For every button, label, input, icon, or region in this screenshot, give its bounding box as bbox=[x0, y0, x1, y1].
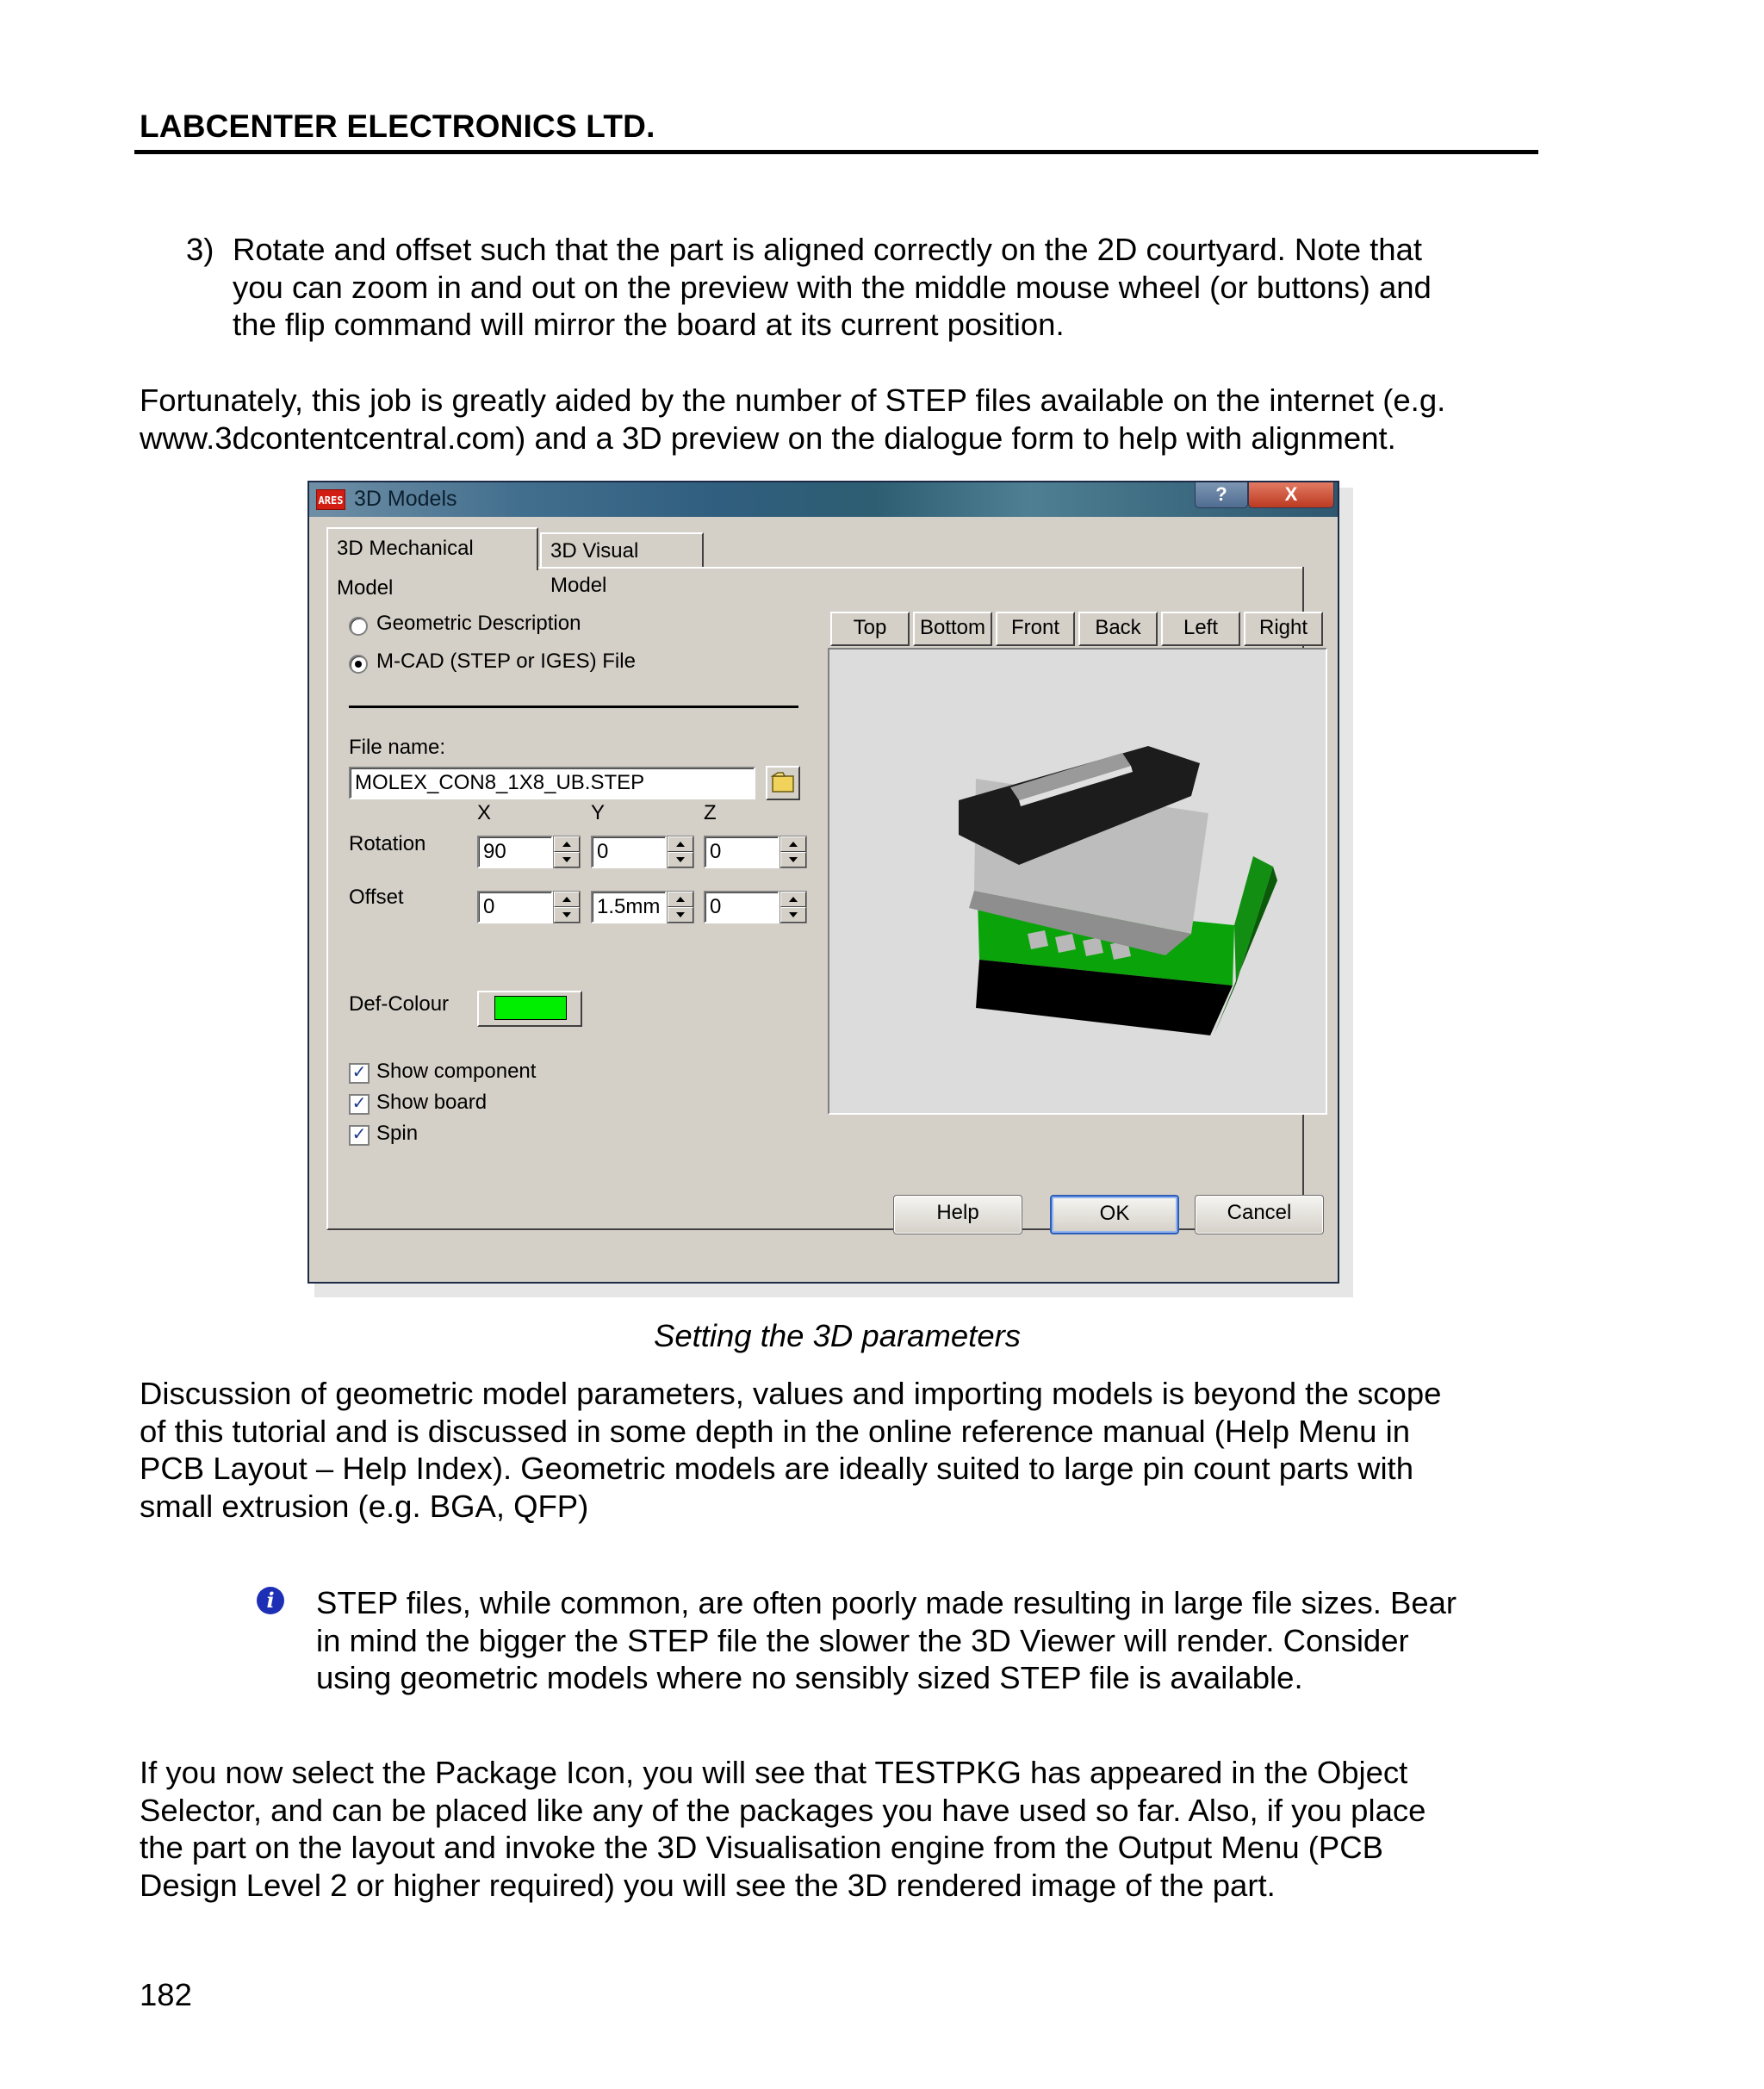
step-line: Rotate and offset such that the part is aligned correctly on the 2D courtyard. Note that bbox=[233, 232, 1423, 267]
axis-x-label: X bbox=[477, 801, 492, 824]
rotation-z-spinner[interactable] bbox=[780, 836, 807, 868]
close-button[interactable]: X bbox=[1248, 482, 1334, 508]
rotation-y-input[interactable]: 0 bbox=[591, 836, 667, 868]
3d-preview-viewport[interactable] bbox=[828, 648, 1327, 1115]
axis-z-label: Z bbox=[704, 801, 717, 824]
paragraph-package-icon bbox=[140, 1754, 1552, 1904]
view-right-button[interactable]: Right bbox=[1244, 612, 1323, 646]
folder-icon bbox=[767, 768, 798, 799]
colour-swatch bbox=[494, 996, 567, 1020]
offset-x-spinner[interactable] bbox=[553, 891, 581, 923]
dialog-titlebar[interactable] bbox=[309, 482, 1338, 517]
paragraph-line: Discussion of geometric model parameters, values and importing models is beyond the scope bbox=[140, 1376, 1442, 1411]
paragraph-line: of this tutorial and is discussed in some depth in the online reference manual (Help Menu in bbox=[140, 1413, 1411, 1449]
note-line: in mind the bigger the STEP file the slower the 3D Viewer will render. Consider bbox=[316, 1622, 1409, 1658]
offset-x-input[interactable]: 0 bbox=[477, 891, 553, 923]
note-text bbox=[316, 1584, 1556, 1697]
paragraph-line: small extrusion (e.g. BGA, QFP) bbox=[140, 1488, 589, 1524]
ok-button[interactable]: OK bbox=[1050, 1195, 1179, 1234]
paragraph-line: www.3dcontentcentral.com) and a 3D preview on the dialogue form to help with alignment. bbox=[140, 420, 1396, 456]
radio-mcad-label: M-CAD (STEP or IGES) File bbox=[376, 650, 636, 673]
note-line: using geometric models where no sensibly sized STEP file is available. bbox=[316, 1660, 1303, 1696]
spin-label: Spin bbox=[376, 1122, 419, 1145]
spin-checkbox[interactable]: ✓ bbox=[349, 1125, 370, 1146]
rotation-x-spinner[interactable] bbox=[553, 836, 581, 868]
view-front-button[interactable]: Front bbox=[996, 612, 1075, 646]
show-board-checkbox[interactable]: ✓ bbox=[349, 1094, 370, 1115]
header-rule bbox=[134, 150, 1538, 154]
help-titlebar-button[interactable]: ? bbox=[1195, 482, 1248, 508]
rotation-z-input[interactable]: 0 bbox=[704, 836, 780, 868]
radio-selected-dot bbox=[355, 661, 362, 668]
paragraph-line: the part on the layout and invoke the 3D Visualisation engine from the Output Menu (PCB bbox=[140, 1830, 1383, 1866]
offset-z-input[interactable]: 0 bbox=[704, 891, 780, 923]
offset-label: Offset bbox=[349, 886, 404, 909]
ares-app-icon: ARES bbox=[316, 489, 345, 510]
offset-y-input[interactable]: 1.5mm bbox=[591, 891, 667, 923]
file-name-input[interactable]: MOLEX_CON8_1X8_UB.STEP bbox=[349, 767, 755, 799]
rotation-y-spinner[interactable] bbox=[667, 836, 694, 868]
file-name-label: File name: bbox=[349, 736, 446, 759]
connector-3d-model-image bbox=[829, 650, 1326, 1113]
offset-z-spinner[interactable] bbox=[780, 891, 807, 923]
radio-mcad-file[interactable] bbox=[349, 655, 368, 674]
dialog-client-area bbox=[326, 527, 1326, 1268]
page-number: 182 bbox=[140, 1977, 192, 2012]
rotation-label: Rotation bbox=[349, 832, 426, 855]
document-header: LABCENTER ELECTRONICS LTD. bbox=[140, 109, 655, 144]
info-icon: i bbox=[257, 1587, 284, 1614]
def-colour-button[interactable] bbox=[477, 991, 582, 1027]
figure-caption: Setting the 3D parameters bbox=[653, 1318, 1022, 1353]
browse-folder-button[interactable] bbox=[766, 766, 800, 800]
radio-geometric-description[interactable] bbox=[349, 617, 368, 636]
step-text bbox=[233, 231, 1542, 344]
radio-geometric-label: Geometric Description bbox=[376, 612, 581, 635]
view-bottom-button[interactable]: Bottom bbox=[913, 612, 992, 646]
view-top-button[interactable]: Top bbox=[830, 612, 910, 646]
show-component-checkbox[interactable]: ✓ bbox=[349, 1063, 370, 1084]
step-line: you can zoom in and out on the preview with the middle mouse wheel (or buttons) and bbox=[233, 269, 1432, 305]
models-dialog bbox=[307, 481, 1339, 1284]
paragraph-line: PCB Layout – Help Index). Geometric models are ideally suited to large pin count parts with bbox=[140, 1451, 1413, 1487]
tab-3d-mechanical-model[interactable]: 3D Mechanical Model bbox=[326, 527, 538, 570]
separator bbox=[349, 706, 798, 708]
paragraph-line: Selector, and can be placed like any of the packages you have used so far. Also, if you place bbox=[140, 1792, 1426, 1828]
cancel-button[interactable]: Cancel bbox=[1195, 1195, 1324, 1234]
view-back-button[interactable]: Back bbox=[1078, 612, 1158, 646]
def-colour-label: Def-Colour bbox=[349, 992, 450, 1016]
dialog-title: 3D Models bbox=[354, 487, 457, 511]
step-number: 3) bbox=[186, 232, 214, 267]
axis-y-label: Y bbox=[591, 801, 606, 824]
offset-y-spinner[interactable] bbox=[667, 891, 694, 923]
rotation-x-input[interactable]: 90 bbox=[477, 836, 553, 868]
paragraph-line: Design Level 2 or higher required) you will see the 3D rendered image of the part. bbox=[140, 1867, 1276, 1903]
paragraph-discussion bbox=[140, 1375, 1552, 1525]
show-component-label: Show component bbox=[376, 1060, 537, 1083]
paragraph-intro bbox=[140, 382, 1552, 457]
step-line: the flip command will mirror the board at its current position. bbox=[233, 307, 1065, 343]
show-board-label: Show board bbox=[376, 1091, 488, 1114]
help-button[interactable]: Help bbox=[893, 1195, 1022, 1234]
view-left-button[interactable]: Left bbox=[1161, 612, 1240, 646]
paragraph-line: If you now select the Package Icon, you will see that TESTPKG has appeared in the Object bbox=[140, 1755, 1408, 1790]
note-line: STEP files, while common, are often poorly made resulting in large file sizes. Bear bbox=[316, 1585, 1457, 1620]
tab-3d-visual-model[interactable]: 3D Visual Model bbox=[540, 532, 704, 567]
paragraph-line: Fortunately, this job is greatly aided by the number of STEP files available on the internet (e.g. bbox=[140, 382, 1446, 418]
